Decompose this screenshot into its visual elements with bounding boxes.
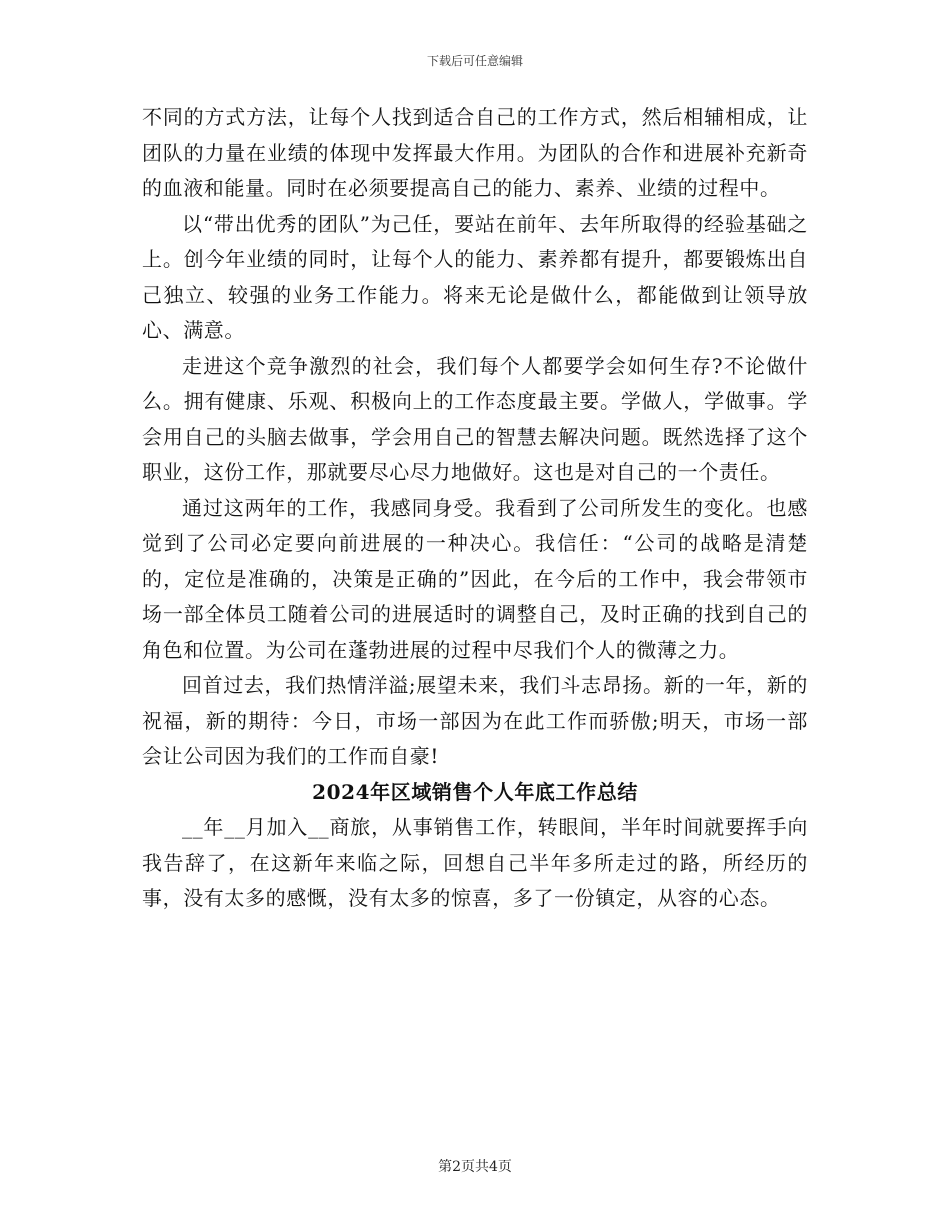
page-header: 下载后可任意编辑 — [426, 54, 523, 68]
paragraph: 通过这两年的工作，我感同身受。我看到了公司所发生的变化。也感觉到了公司必定要向前进展的一种决心。我信任：“公司的战略是清楚的，定位是准确的，决策是正确的”因此，在今后的工作中，我会带领市场一部全体员工随着公司的进展适时的调整自己，及时正确的找到自己的角色和位置。为公司在蓬勃进展的过程中尽我们个人的微薄之力。 — [142, 495, 808, 662]
paragraph: __年__月加入__商旅，从事销售工作，转眼间，半年时间就要挥手向我告辞了，在这新年来临之际，回想自己半年多所走过的路，所经历的事，没有太多的感慨，没有太多的惊喜，多了一份镇定，从容的心态。 — [142, 815, 808, 910]
section-title: 2024年区域销售个人年底工作总结 — [312, 779, 638, 804]
paragraph: 走进这个竞争激烈的社会，我们每个人都要学会如何生存?不论做什么。拥有健康、乐观、积极向上的工作态度最主要。学做人，学做事。学会用自己的头脑去做事，学会用自己的智慧去解决问题。既然选择了这个职业，这份工作，那就要尽心尽力地做好。这也是对自己的一个责任。 — [142, 353, 808, 484]
paragraph: 回首过去，我们热情洋溢;展望未来，我们斗志昂扬。新的一年，新的祝福，新的期待：今日，市场一部因为在此工作而骄傲;明天，市场一部会让公司因为我们的工作而自豪! — [142, 673, 808, 768]
page-footer: 第2页共4页 — [438, 1159, 512, 1175]
paragraph: 不同的方式方法，让每个人找到适合自己的工作方式，然后相辅相成，让团队的力量在业绩的体现中发挥最大作用。为团队的合作和进展补充新奇的血液和能量。同时在必须要提高自己的能力、素养、业绩的过程中。 — [142, 105, 808, 200]
paragraph: 以“带出优秀的团队”为己任，要站在前年、去年所取得的经验基础之上。创今年业绩的同时，让每个人的能力、素养都有提升，都要锻炼出自己独立、较强的业务工作能力。将来无论是做什么，都能做到让领导放心、满意。 — [142, 211, 808, 342]
document-body — [142, 100, 808, 917]
